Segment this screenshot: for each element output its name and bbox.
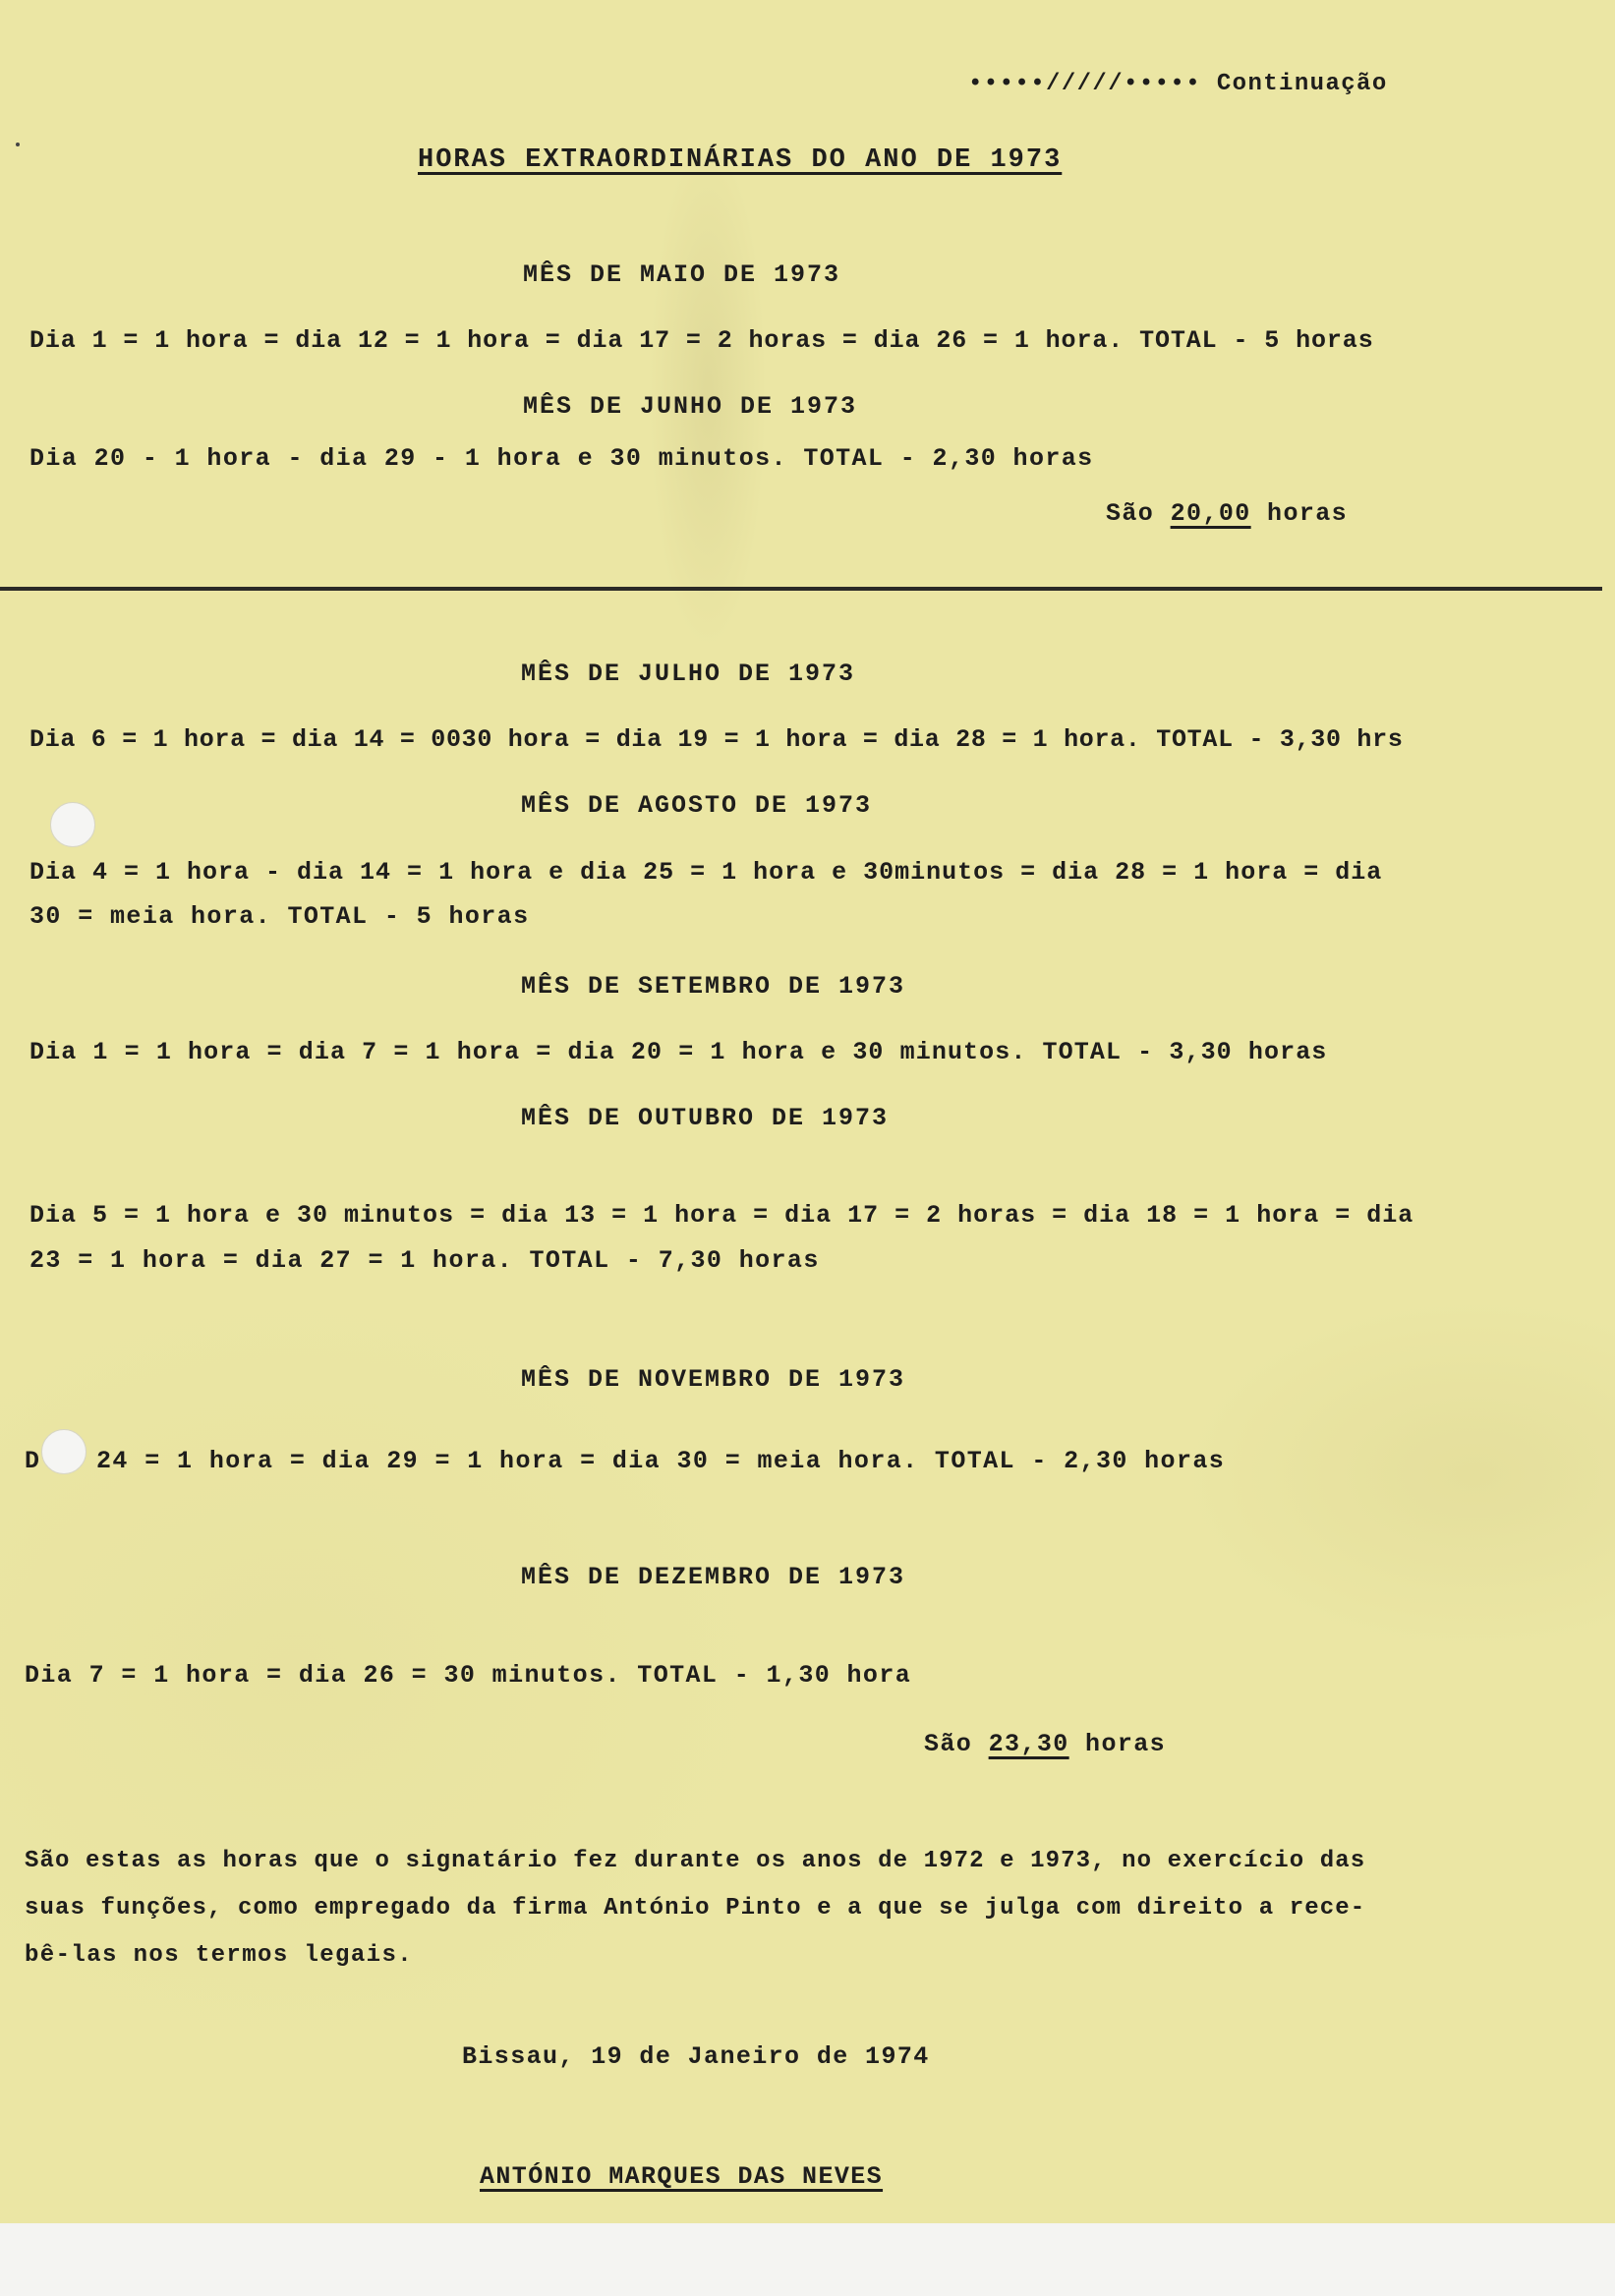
closing-line-2: suas funções, como empregado da firma António Pinto e a que se julga com direito a rece- [25, 1895, 1366, 1922]
month-text-may: Dia 1 = 1 hora = dia 12 = 1 hora = dia 17 = 2 horas = dia 26 = 1 hora. TOTAL - 5 horas [29, 326, 1374, 355]
month-text-august-2: 30 = meia hora. TOTAL - 5 horas [29, 902, 530, 931]
subtotal-2-value: 23,30 [988, 1730, 1069, 1758]
subtotal-2 [924, 1730, 1166, 1758]
month-heading-december: MÊS DE DEZEMBRO DE 1973 [521, 1563, 906, 1591]
month-text-november: 24 = 1 hora = dia 29 = 1 hora = dia 30 = meia hora. TOTAL - 2,30 horas [96, 1447, 1226, 1475]
month-heading-september: MÊS DE SETEMBRO DE 1973 [521, 972, 906, 1001]
paper-mark [16, 143, 20, 146]
month-heading-august: MÊS DE AGOSTO DE 1973 [521, 791, 873, 820]
month-heading-october: MÊS DE OUTUBRO DE 1973 [521, 1104, 890, 1132]
place-date: Bissau, 19 de Janeiro de 1974 [462, 2042, 930, 2071]
month-text-july: Dia 6 = 1 hora = dia 14 = 0030 hora = dia 19 = 1 hora = dia 28 = 1 hora. TOTAL - 3,30 hrs [29, 725, 1404, 754]
punch-hole-top [50, 802, 95, 847]
month-heading-may: MÊS DE MAIO DE 1973 [523, 260, 841, 289]
month-text-september: Dia 1 = 1 hora = dia 7 = 1 hora = dia 20 = 1 hora e 30 minutos. TOTAL - 3,30 horas [29, 1038, 1328, 1066]
month-text-november-start: D [25, 1447, 41, 1475]
month-heading-july: MÊS DE JULHO DE 1973 [521, 660, 856, 688]
month-text-december: Dia 7 = 1 hora = dia 26 = 30 minutos. TOTAL - 1,30 hora [25, 1661, 912, 1690]
month-heading-november: MÊS DE NOVEMBRO DE 1973 [521, 1365, 906, 1394]
subtotal-1-prefix: São [1106, 499, 1155, 528]
punch-hole-bottom [41, 1429, 87, 1474]
subtotal-2-unit: horas [1085, 1730, 1167, 1758]
subtotal-2-prefix: São [924, 1730, 973, 1758]
section-divider [0, 587, 1602, 591]
continuation-marker: •••••/////••••• Continuação [968, 71, 1388, 97]
month-heading-june: MÊS DE JUNHO DE 1973 [523, 392, 858, 421]
month-text-october-2: 23 = 1 hora = dia 27 = 1 hora. TOTAL - 7,30 horas [29, 1246, 820, 1275]
subtotal-1-value: 20,00 [1170, 499, 1251, 528]
month-text-august-1: Dia 4 = 1 hora - dia 14 = 1 hora e dia 25 = 1 hora e 30minutos = dia 28 = 1 hora = dia [29, 858, 1383, 887]
document-title: HORAS EXTRAORDINÁRIAS DO ANO DE 1973 [418, 145, 1063, 175]
closing-line-3: bê-las nos termos legais. [25, 1942, 414, 1969]
signatory-name: ANTÓNIO MARQUES DAS NEVES [480, 2162, 884, 2191]
closing-line-1: São estas as horas que o signatário fez durante os anos de 1972 e 1973, no exercício das [25, 1848, 1366, 1874]
month-text-june: Dia 20 - 1 hora - dia 29 - 1 hora e 30 minutos. TOTAL - 2,30 horas [29, 444, 1094, 473]
month-text-october-1: Dia 5 = 1 hora e 30 minutos = dia 13 = 1 hora = dia 17 = 2 horas = dia 18 = 1 hora = dia [29, 1201, 1414, 1230]
subtotal-1 [1106, 499, 1348, 528]
subtotal-1-unit: horas [1267, 499, 1349, 528]
